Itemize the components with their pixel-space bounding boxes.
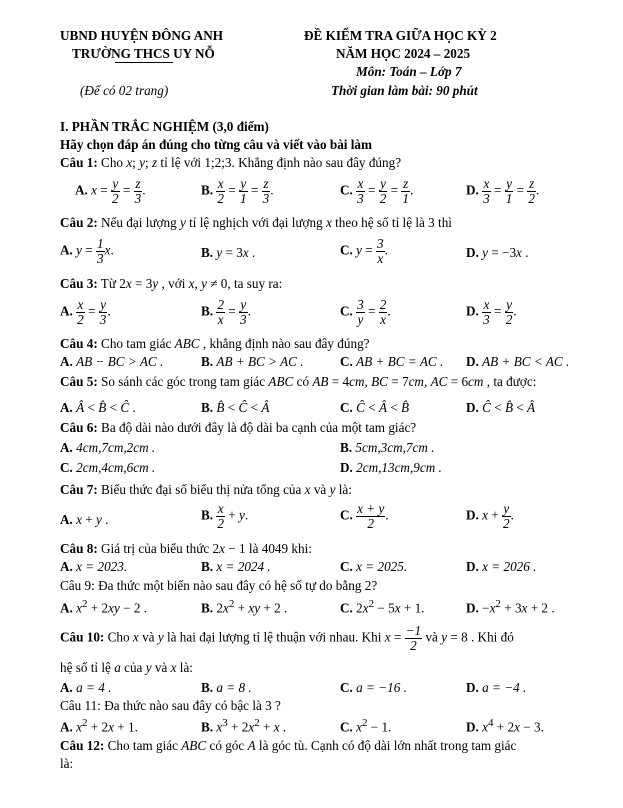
q6-option-c[interactable]: C. 2cm,4cm,6cm . (60, 460, 156, 475)
q2-option-c[interactable]: C. y = $\frac{3}{x}$ . (340, 236, 388, 266)
q3-option-a[interactable]: A. $\frac{x}{2}$ = $\frac{y}{3}$ . (60, 297, 111, 327)
q2-stem: Câu 2: Nếu đại lượng y tỉ lệ nghịch với đại lượng x theo hệ số tỉ lệ là 3 thì (60, 215, 452, 230)
section-instruction: Hãy chọn đáp án đúng cho từng câu và viết vào bài làm (60, 137, 373, 152)
q6-stem: Câu 6: Ba độ dài nào dưới đây là độ dài ba cạnh của một tam giác? (60, 420, 417, 435)
q6-option-b[interactable]: B. 5cm,3cm,7cm . (340, 440, 435, 455)
header-pages: (Để có 02 trang) (80, 83, 169, 98)
q6-option-a[interactable]: A. 4cm,7cm,2cm . (60, 440, 156, 455)
q7-stem: Câu 7: Biểu thức đại số biểu thị nửa tổng của x và y là: (60, 482, 352, 497)
q3-stem: Câu 3: Từ 2x = 3y , với x, y ≠ 0, ta suy ra: (60, 276, 283, 291)
q4-option-c[interactable]: C. AB + BC = AC . (340, 354, 444, 369)
q10-option-c[interactable]: C. a = −16 . (340, 680, 407, 695)
q3-option-c[interactable]: C. $\frac{3}{y}$ = $\frac{2}{x}$ . (340, 297, 391, 327)
q5-option-d[interactable]: D. Ĉ < B̂ < Â (466, 400, 536, 415)
header-department: UBND HUYỆN ĐÔNG ANH (60, 28, 224, 43)
exam-time: Thời gian làm bài: 90 phút (331, 83, 478, 98)
q10-option-a[interactable]: A. a = 4 . (60, 680, 112, 695)
q1-stem: Câu 1: Cho x; y; z tỉ lệ với 1;2;3. Khẳng định nào sau đây đúng? (60, 155, 402, 170)
q10-option-d[interactable]: D. a = −4 . (466, 680, 527, 695)
q5-stem: Câu 5: So sánh các góc trong tam giác ABC có AB = 4cm, BC = 7cm, AC = 6cm , ta được: (60, 374, 537, 389)
q11-option-d[interactable]: D. $x^4 + 2x - 3$. (466, 717, 544, 735)
q11-stem: Câu 11: Đa thức nào sau đây có bậc là 3 ? (60, 698, 281, 713)
header-underline (115, 62, 173, 63)
q1-option-c[interactable]: C. $\frac{x}{3}$ = $\frac{y}{2}$ = $\frac{z}{1}$ . (340, 176, 414, 206)
q4-option-d[interactable]: D. AB + BC < AC . (466, 354, 570, 369)
q7-option-c[interactable]: C. $\frac{x + y}{2}$ . (340, 501, 389, 531)
q2-option-b[interactable]: B. y = 3x . (201, 245, 256, 260)
q1-option-a[interactable]: A. x = $\frac{y}{2}$ = $\frac{z}{3}$ . (75, 176, 146, 206)
q12-stem: Câu 12: Cho tam giác ABC có góc A là góc tù. Cạnh có độ dài lớn nhất trong tam giác (60, 738, 517, 753)
q5-option-b[interactable]: B. B̂ < Ĉ < Â (201, 400, 270, 415)
q8-option-c[interactable]: C. x = 2025. (340, 559, 408, 574)
q11-option-a[interactable]: A. $x^2 + 2x + 1$. (60, 717, 138, 735)
q12-stem-cont: là: (60, 756, 74, 771)
q5-option-a[interactable]: A. Â < B̂ < Ĉ . (60, 400, 136, 415)
header-school: TRƯỜNG THCS UY NỖ (72, 46, 215, 61)
q4-option-a[interactable]: A. AB − BC > AC . (60, 354, 164, 369)
school-year: NĂM HỌC 2024 – 2025 (336, 46, 471, 61)
q7-option-d[interactable]: D. x + $\frac{y}{2}$ . (466, 501, 514, 531)
q1-option-b[interactable]: B. $\frac{x}{2}$ = $\frac{y}{1}$ = $\frac{z}{3}$ . (201, 176, 274, 206)
q9-option-d[interactable]: D. $-x^2 + 3x + 2$ . (466, 598, 555, 616)
q3-option-d[interactable]: D. $\frac{x}{3}$ = $\frac{y}{2}$ . (466, 297, 517, 327)
q9-option-c[interactable]: C. $2x^2 - 5x + 1$. (340, 598, 425, 616)
q10-option-b[interactable]: B. a = 8 . (201, 680, 252, 695)
q3-option-b[interactable]: B. $\frac{2}{x}$ = $\frac{y}{3}$ . (201, 297, 251, 327)
q4-option-b[interactable]: B. AB + BC > AC . (201, 354, 304, 369)
q8-stem: Câu 8: Giá trị của biểu thức 2x − 1 là 4049 khi: (60, 541, 312, 556)
q11-option-b[interactable]: B. $x^3 + 2x^2 + x$ . (201, 717, 287, 735)
q8-option-d[interactable]: D. x = 2026 . (466, 559, 537, 574)
q10-stem: Câu 10: Cho x và y là hai đại lượng tỉ lệ thuận với nhau. Khi x = $\frac{-1}{2}$ và y = 8 . Khi đó (60, 623, 514, 653)
subject: Môn: Toán – Lớp 7 (356, 64, 462, 79)
q1-option-d[interactable]: D. $\frac{x}{3}$ = $\frac{y}{1}$ = $\frac{z}{2}$ . (466, 176, 540, 206)
q11-option-c[interactable]: C. $x^2 - 1$. (340, 717, 392, 735)
q9-stem: Câu 9: Đa thức một biến nào sau đây có hệ số tự do bằng 2? (60, 578, 378, 593)
q6-option-d[interactable]: D. 2cm,13cm,9cm . (340, 460, 442, 475)
q4-stem: Câu 4: Cho tam giác ABC , khẳng định nào sau đây đúng? (60, 336, 370, 351)
q9-option-b[interactable]: B. $2x^2$ + xy + 2 . (201, 598, 288, 616)
q9-option-a[interactable]: A. $x^2 + 2xy - 2$ . (60, 598, 148, 616)
q8-option-b[interactable]: B. x = 2024 . (201, 559, 271, 574)
exam-title: ĐỀ KIỂM TRA GIỮA HỌC KỲ 2 (304, 28, 497, 43)
q2-option-a[interactable]: A. y = $\frac{1}{3}$ x. (60, 236, 114, 266)
q2-option-d[interactable]: D. y = −3x . (466, 245, 529, 260)
section-title: I. PHẦN TRẮC NGHIỆM (3,0 điểm) (60, 119, 269, 134)
q8-option-a[interactable]: A. x = 2023. (60, 559, 128, 574)
q5-option-c[interactable]: C. Ĉ < Â < B̂ (340, 400, 410, 415)
q10-stem-cont: hệ số tỉ lệ a của y và x là: (60, 660, 193, 675)
q7-option-a[interactable]: A. x + y . (60, 512, 109, 527)
q7-option-b[interactable]: B. $\frac{x}{2}$ + y. (201, 501, 249, 531)
